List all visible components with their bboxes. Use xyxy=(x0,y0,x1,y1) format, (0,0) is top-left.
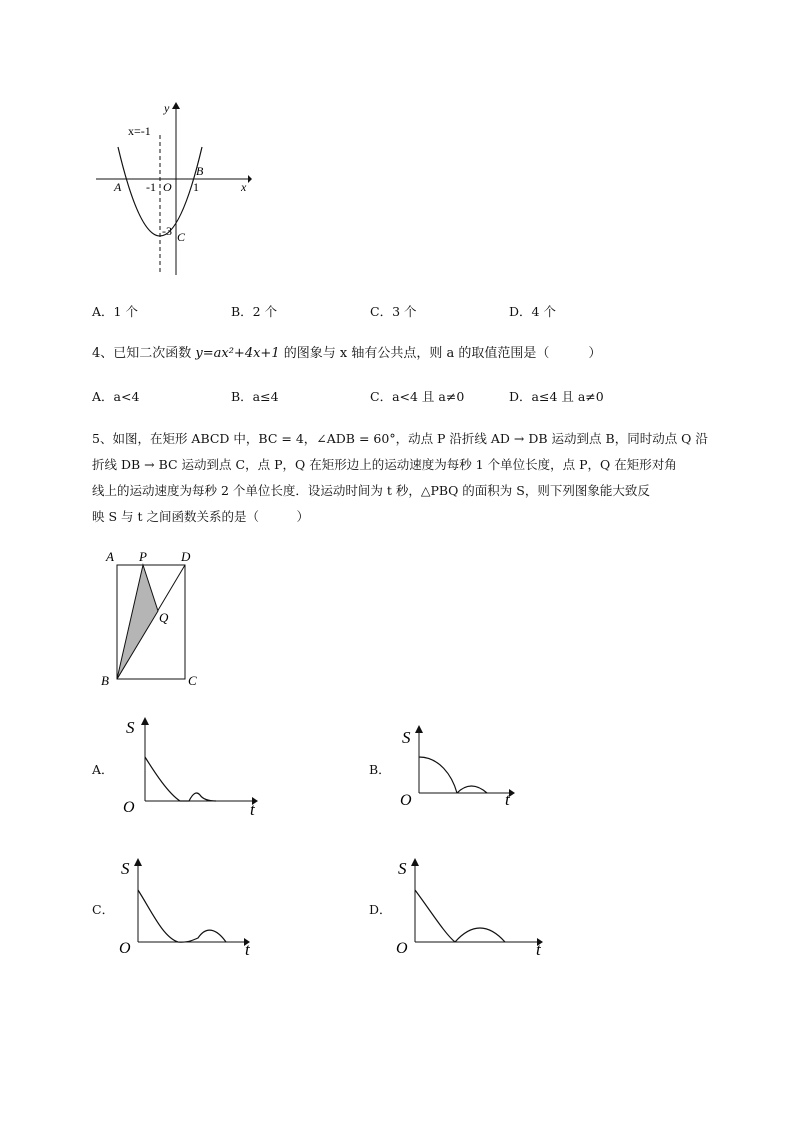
graph-d-origin: O xyxy=(396,940,408,957)
q5-option-b-label: B． xyxy=(369,762,391,777)
graph-b xyxy=(397,713,527,813)
q3-option-a: A．1 个 xyxy=(92,304,138,319)
graph-a xyxy=(120,713,270,823)
graph-c-y-label: S xyxy=(121,859,130,878)
q5-option-d-label: D． xyxy=(369,902,392,917)
q4-formula: y=ax²+4x+1 xyxy=(195,346,280,361)
graph-a-curve xyxy=(145,757,216,801)
label-q: Q xyxy=(159,610,169,625)
q5-option-a-label: A． xyxy=(92,762,114,777)
tick-neg1-label: -1 xyxy=(146,180,156,194)
q5-stem-line4: 映 S 与 t 之间函数关系的是（ ） xyxy=(92,509,309,524)
point-a-label: A xyxy=(114,180,122,194)
graph-b-x-label: t xyxy=(505,790,510,809)
graph-a-origin: O xyxy=(123,799,135,816)
graph-c xyxy=(118,852,268,962)
graph-d xyxy=(395,852,555,962)
point-b-label: B xyxy=(196,164,204,178)
q3-option-b: B．2 个 xyxy=(231,304,278,319)
graph-c-curve xyxy=(138,890,226,942)
label-d: D xyxy=(181,549,191,564)
graph-b-origin: O xyxy=(400,792,412,809)
graph-a-y-label: S xyxy=(126,718,135,737)
triangle-pbq xyxy=(117,565,158,679)
point-c-label: C xyxy=(177,230,186,244)
q4-stem xyxy=(92,341,601,367)
q3-option-d: D．4 个 xyxy=(509,304,556,319)
x-axis-arrow xyxy=(248,175,252,183)
origin-label: O xyxy=(163,180,172,194)
q5-option-c-label: C． xyxy=(92,902,115,917)
graph-d-y-label: S xyxy=(398,859,407,878)
q4-option-d: D．a≤4 且 a≠0 xyxy=(509,389,604,404)
graph-d-curve xyxy=(415,890,505,942)
graph-b-y-label: S xyxy=(402,728,411,747)
y-axis-label: y xyxy=(164,101,170,115)
label-c: C xyxy=(188,673,197,688)
q5-stem-line3: 线上的运动速度为每秒 2 个单位长度．设运动时间为 t 秒，△PBQ 的面积为 S，则下列图象能大致反 xyxy=(92,483,650,498)
q4-option-a: A．a<4 xyxy=(92,389,140,404)
q4-stem-suffix: 的图象与 x 轴有公共点，则 a 的取值范围是（ ） xyxy=(279,346,602,361)
label-p: P xyxy=(139,549,147,564)
rectangle-figure xyxy=(98,545,210,690)
q5-stem-line1: 5、如图，在矩形 ABCD 中，BC = 4，∠ADB = 60°，动点 P 沿折线 AD → DB 运动到点 B，同时动点 Q 沿 xyxy=(92,431,708,446)
tick-neg3-label: -3 xyxy=(162,224,172,238)
label-a: A xyxy=(106,549,114,564)
graph-b-curve xyxy=(419,757,487,793)
axis-line-label: x=-1 xyxy=(128,124,151,138)
q4-stem-prefix: 4、已知二次函数 xyxy=(92,346,196,361)
q3-option-c: C．3 个 xyxy=(370,304,417,319)
graph-c-x-label: t xyxy=(245,940,250,959)
label-b: B xyxy=(101,673,109,688)
q4-option-c: C．a<4 且 a≠0 xyxy=(370,389,465,404)
graph-a-x-label: t xyxy=(250,800,255,819)
q4-option-b: B．a≤4 xyxy=(231,389,279,404)
graph-c-origin: O xyxy=(119,940,131,957)
graph-d-x-label: t xyxy=(536,940,541,959)
x-axis-label: x xyxy=(241,180,247,194)
q5-stem-line2: 折线 DB → BC 运动到点 C，点 P，Q 在矩形边上的运动速度为每秒 1 个单位长度，点 P，Q 在矩形对角 xyxy=(92,457,677,472)
y-axis-arrow xyxy=(172,102,180,109)
tick-1-label: 1 xyxy=(193,180,199,194)
parabola-figure xyxy=(90,95,260,285)
